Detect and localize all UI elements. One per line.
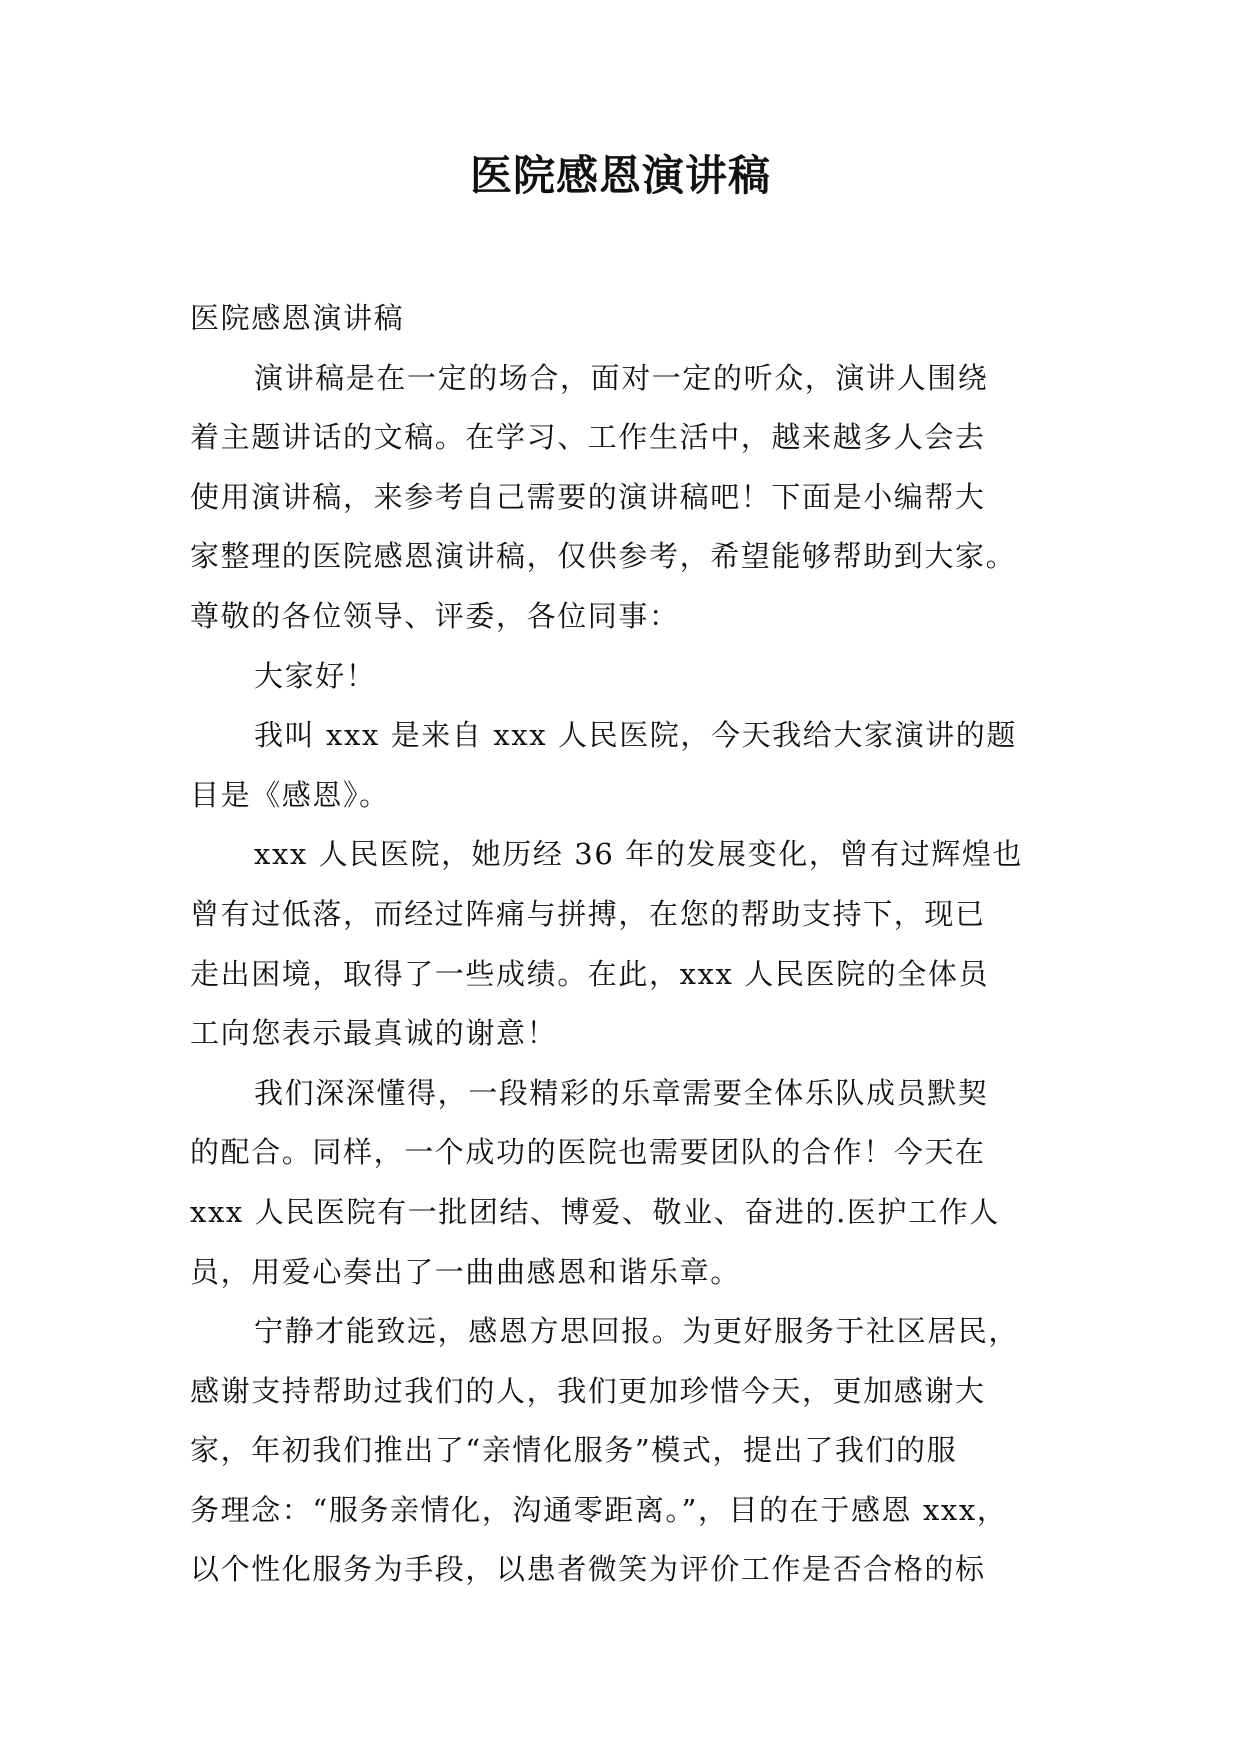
text-line: 目是《感恩》。 <box>190 777 390 812</box>
text-line: 大家好！ <box>254 658 377 693</box>
text-line: 感谢支持帮助过我们的人，我们更加珍惜今天，更加感谢大 <box>190 1373 986 1408</box>
document-body <box>190 289 1050 1600</box>
text-line: xxx 人民医院，她历经 36 年的发展变化，曾有过辉煌也 <box>254 837 1024 872</box>
text-line: 家整理的医院感恩演讲稿，仅供参考，希望能够帮助到大家。 <box>190 539 1017 574</box>
text-line: 医院感恩演讲稿 <box>190 301 405 335</box>
text-line: 我们深深懂得，一段精彩的乐章需要全体乐队成员默契 <box>254 1075 989 1110</box>
document-title: 医院感恩演讲稿 <box>469 151 771 200</box>
text-line: 曾有过低落，而经过阵痛与拼搏，在您的帮助支持下，现已 <box>190 896 986 931</box>
text-line: xxx 人民医院有一批团结、博爱、敬业、奋进的.医护工作人 <box>190 1194 1000 1229</box>
text-line: 工向您表示最真诚的谢意！ <box>190 1016 558 1051</box>
text-line: 以个性化服务为手段，以患者微笑为评价工作是否合格的标 <box>190 1552 986 1587</box>
text-line: 的配合。同样，一个成功的医院也需要团队的合作！今天在 <box>190 1135 986 1170</box>
text-line: 员，用爱心奏出了一曲曲感恩和谐乐章。 <box>190 1254 741 1289</box>
text-line: 务理念：“服务亲情化，沟通零距离。”，目的在于感恩 xxx， <box>190 1492 1008 1527</box>
text-line: 尊敬的各位领导、评委，各位同事： <box>190 598 680 633</box>
text-line: 宁静才能致远，感恩方思回报。为更好服务于社区居民， <box>254 1314 1020 1349</box>
text-line: 走出困境，取得了一些成绩。在此，xxx 人民医院的全体员 <box>190 956 990 991</box>
text-line: 演讲稿是在一定的场合，面对一定的听众，演讲人围绕 <box>254 360 989 395</box>
text-line: 我叫 xxx 是来自 xxx 人民医院，今天我给大家演讲的题 <box>254 718 1018 753</box>
text-line: 家，年初我们推出了“亲情化服务”模式，提出了我们的服 <box>190 1433 958 1468</box>
text-line: 使用演讲稿，来参考自己需要的演讲稿吧！下面是小编帮大 <box>190 479 986 514</box>
text-line: 着主题讲话的文稿。在学习、工作生活中，越来越多人会去 <box>190 420 986 455</box>
